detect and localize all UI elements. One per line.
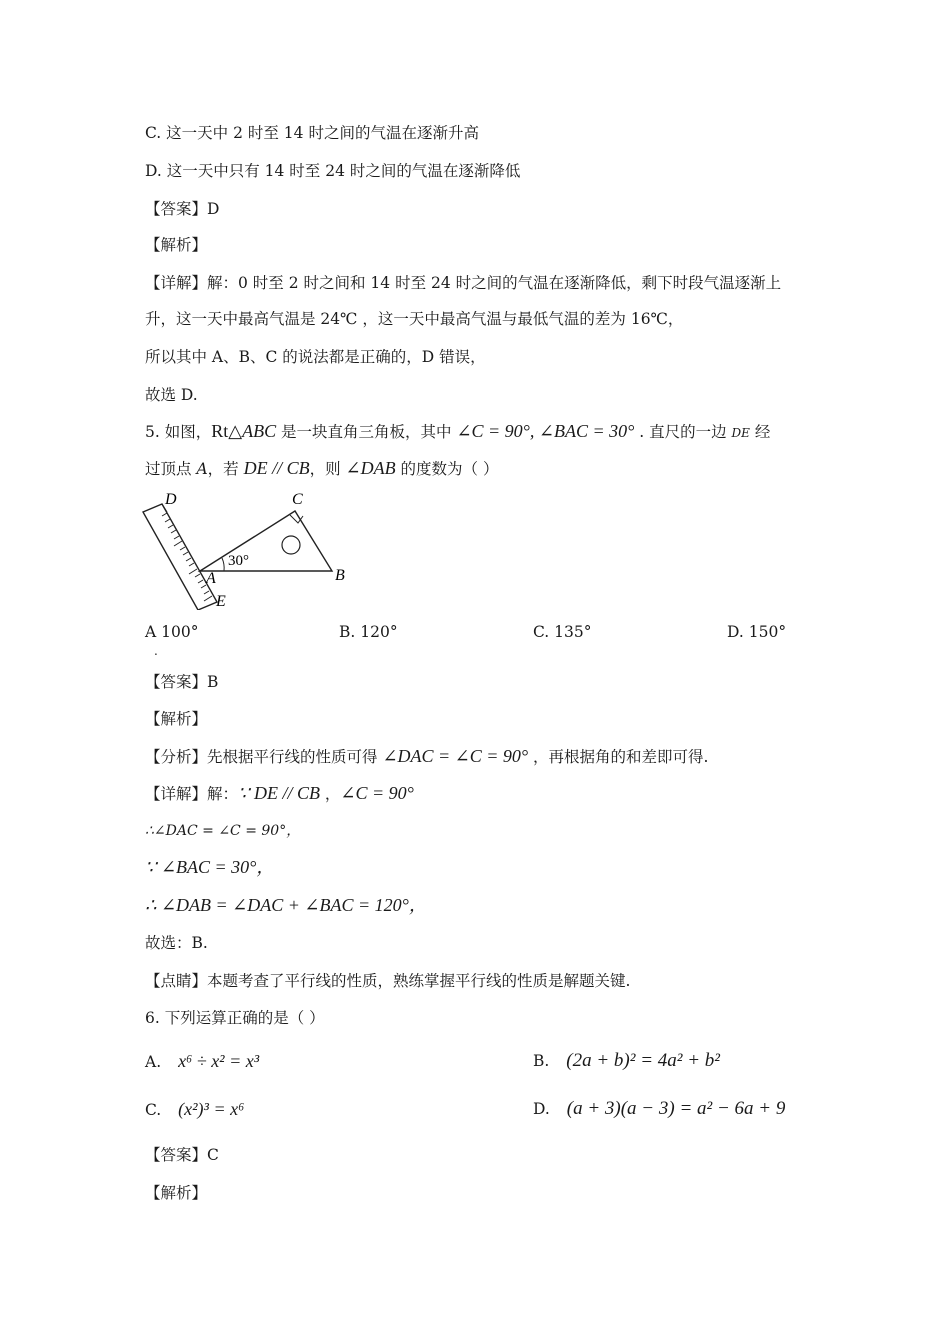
q5-detail-text: 【详解】解： — [145, 785, 239, 803]
q5-figure — [140, 490, 360, 610]
q5-rt-triangle: Rt△ — [211, 421, 243, 441]
q6-option-d-label: D. — [533, 1100, 550, 1118]
q5-ruler-de: DE — [731, 426, 750, 440]
q5-detail — [145, 782, 414, 805]
q6-option-c-label: C. — [145, 1101, 162, 1119]
q6-option-a — [145, 1050, 259, 1073]
prev-option-c: C. 这一天中 2 时至 14 时之间的气温在逐渐升高 — [145, 124, 479, 142]
q5-step-1 — [145, 820, 300, 842]
q6-option-c — [145, 1098, 244, 1121]
q5-vertex-text: 过顶点 — [145, 460, 197, 478]
q5-detail-since: ∵ DE // CB — [238, 783, 320, 803]
q5-choose: 故选：B. — [145, 934, 208, 952]
q5-step-3-text: ∴ ∠DAB = ∠DAC + ∠BAC = 120°， — [145, 895, 427, 915]
q5-step-2-text: ∵ ∠BAC = 30°， — [145, 857, 275, 877]
prev-analysis-heading: 【解析】 — [145, 236, 208, 254]
q5-angle-values: ∠C = 90°, ∠BAC = 30° — [456, 421, 635, 441]
q5-option-c: C. 135° — [533, 623, 592, 641]
q5-option-a: A 100° — [145, 623, 199, 641]
q6-analysis-heading: 【解析】 — [145, 1184, 208, 1202]
q5-analysis-heading: 【解析】 — [145, 710, 208, 728]
q5-stem-text: 是一块直角三角板，其中 — [276, 423, 457, 441]
triangle-abc — [200, 511, 332, 571]
stray-dot: . — [154, 644, 158, 658]
q5-then-text: ，则 — [309, 460, 346, 478]
q6-option-d-expr: (a + 3)(a − 3) = a² − 6a + 9 — [566, 1098, 786, 1119]
q6-option-b-label: B. — [533, 1052, 550, 1070]
q5-fenxi — [145, 745, 708, 768]
q5-stem-line-2 — [145, 457, 498, 480]
q5-number: 5. 如图， — [145, 423, 212, 441]
q5-vertex-a: A — [196, 460, 208, 478]
q6-option-c-expr: (x²)³ = x⁶ — [178, 1099, 245, 1119]
q6-answer: 【答案】C — [145, 1146, 219, 1164]
q5-detail-sep: ， — [319, 785, 341, 803]
q5-step-1-text: ∴∠DAC = ∠C = 90°， — [145, 823, 301, 839]
q6-stem: 6. 下列运算正确的是（ ） — [145, 1009, 325, 1027]
q5-comment: 【点睛】本题考查了平行线的性质，熟练掌握平行线的性质是解题关键. — [145, 972, 631, 990]
ruler-shape — [143, 504, 217, 610]
q5-step-3 — [145, 894, 427, 917]
q5-fenxi-end: ，再根据角的和差即可得. — [528, 748, 709, 766]
q5-triangle-abc: ABC — [242, 421, 277, 441]
prev-detail-line-4: 故选 D. — [145, 386, 198, 404]
q5-question-end: 的度数为（ ） — [395, 460, 499, 478]
q6-option-a-label: A. — [145, 1053, 162, 1071]
q6-option-b-expr: (2a + b)² = 4a² + b² — [566, 1050, 720, 1071]
prev-option-d: D. 这一天中只有 14 时至 24 时之间的气温在逐渐降低 — [145, 162, 521, 180]
label-a: A — [206, 570, 216, 587]
q5-stem-end: 经 — [749, 423, 771, 441]
q5-if-text: ，若 — [207, 460, 244, 478]
label-b: B — [335, 567, 345, 584]
label-d: D — [165, 491, 177, 508]
q5-answer: 【答案】B — [145, 673, 219, 691]
q5-stem-line-1 — [145, 420, 770, 444]
q5-parallel-condition: DE // CB — [243, 458, 310, 478]
q5-option-d: D. 150° — [727, 623, 787, 641]
label-c: C — [292, 491, 303, 508]
q5-fenxi-text: 【分析】先根据平行线的性质可得 — [145, 748, 383, 766]
prev-answer: 【答案】D — [145, 200, 220, 218]
prev-detail-line-2: 升，这一天中最高气温是 24℃ ，这一天中最高气温与最低气温的差为 16℃， — [145, 310, 684, 328]
q5-angle-dab: ∠DAB — [345, 458, 396, 478]
label-angle-30: 30° — [228, 553, 249, 569]
q5-detail-angle-c: ∠C = 90° — [340, 783, 414, 803]
q6-option-d — [533, 1098, 785, 1120]
q5-option-b: B. 120° — [339, 623, 398, 641]
q5-fenxi-math: ∠DAC = ∠C = 90° — [382, 746, 529, 766]
prev-detail-line-1: 【详解】解：0 时至 2 时之间和 14 时至 24 时之间的气温在逐渐降低，剩下时段气温逐渐上 — [145, 274, 782, 292]
q6-option-b — [533, 1050, 720, 1072]
q5-step-2 — [145, 856, 274, 879]
label-e: E — [216, 593, 226, 610]
q6-option-a-expr: x⁶ ÷ x² = x³ — [178, 1051, 260, 1071]
prev-detail-line-3: 所以其中 A、B、C 的说法都是正确的，D 错误， — [145, 348, 486, 366]
q5-stem-ruler: . 直尺的一边 — [634, 423, 732, 441]
